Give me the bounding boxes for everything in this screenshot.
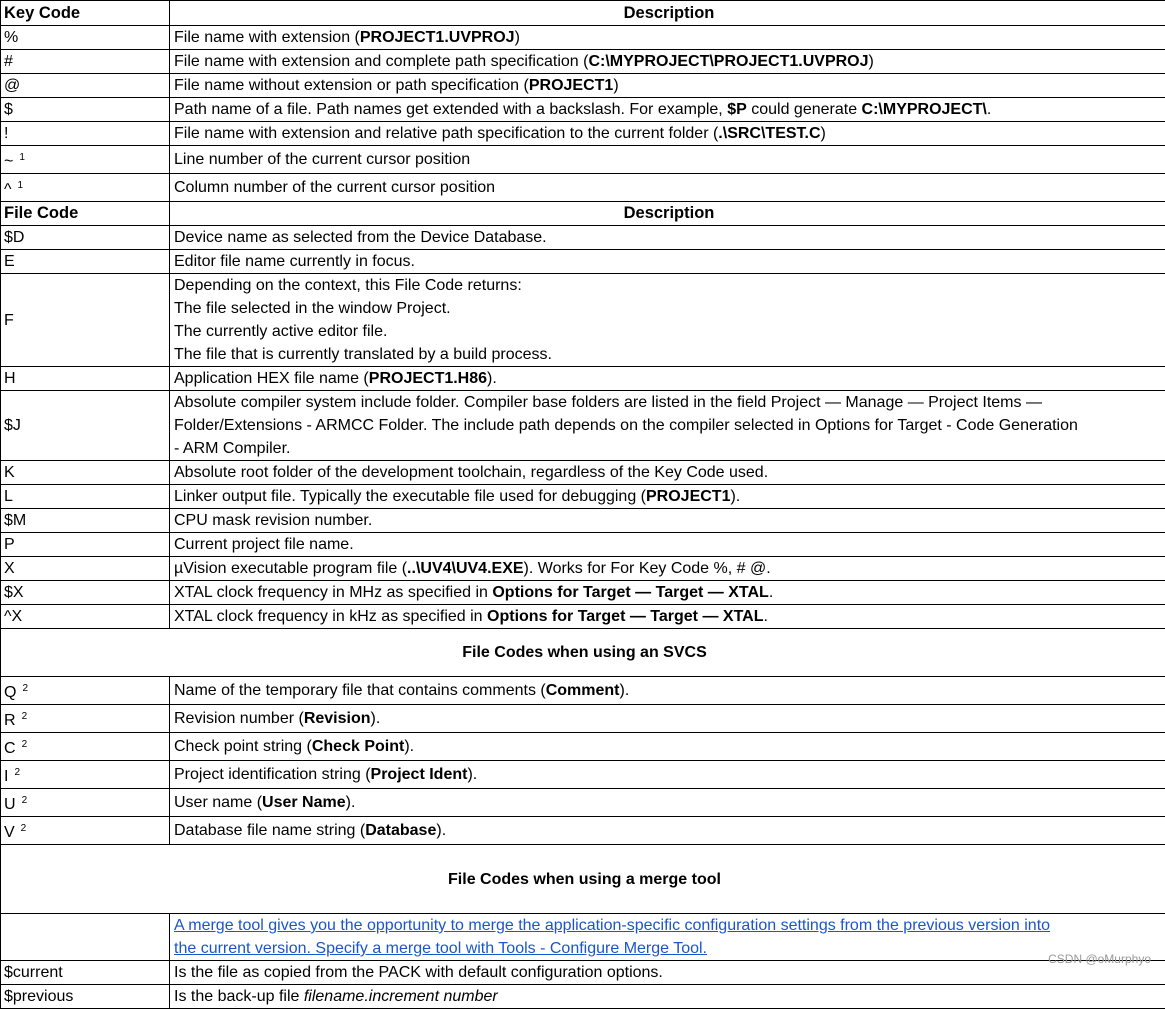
table-row <box>1 533 1165 557</box>
table-row <box>1 509 1165 533</box>
key-code-cell: ^ $^1$ <box>1 174 170 202</box>
table-row <box>1 605 1165 629</box>
file-code-cell: U $^2$ <box>1 789 170 817</box>
description-cell: User name (User Name). <box>170 789 1165 817</box>
table-row <box>1 985 1165 1009</box>
file-code-cell <box>1 914 170 961</box>
table-row <box>1 461 1165 485</box>
merge-section-row <box>1 845 1165 914</box>
table-row <box>1 74 1165 98</box>
description-cell: Absolute compiler system include folder. Compiler base folders are listed in the field Project — Manage — Project Items — Folder/Extensions - ARMCC Folder. The include path depends on the compiler selected in Options for Target - Code Generation - ARM Compiler. <box>170 391 1165 461</box>
file-code-cell: $J <box>1 391 170 461</box>
description-cell: Current project file name. <box>170 533 1165 557</box>
description-cell: Path name of a file. Path names get extended with a backslash. For example, $P could generate C:\MYPROJECT\. <box>170 98 1165 122</box>
file-code-cell: R $^2$ <box>1 705 170 733</box>
description-cell: Column number of the current cursor position <box>170 174 1165 202</box>
description-cell: Is the file as copied from the PACK with default configuration options. <box>170 961 1165 985</box>
file-code-cell: Q $^2$ <box>1 677 170 705</box>
description-cell: Editor file name currently in focus. <box>170 250 1165 274</box>
table-row <box>1 391 1165 461</box>
description-header: Description <box>170 202 1165 226</box>
key-code-cell: ! <box>1 122 170 146</box>
file-code-cell: E <box>1 250 170 274</box>
description-cell: File name with extension and complete path specification (C:\MYPROJECT\PROJECT1.UVPROJ) <box>170 50 1165 74</box>
table-row <box>1 485 1165 509</box>
file-code-cell: ^X <box>1 605 170 629</box>
description-cell: CPU mask revision number. <box>170 509 1165 533</box>
table-row <box>1 581 1165 605</box>
key-code-cell: ~ $^1$ <box>1 146 170 174</box>
watermark: CSDN @oMurphyo <box>1048 952 1151 966</box>
table-row <box>1 174 1165 202</box>
file-code-cell: $X <box>1 581 170 605</box>
svcs-section-row <box>1 629 1165 677</box>
table-row <box>1 226 1165 250</box>
description-cell: Project identification string (Project Ident). <box>170 761 1165 789</box>
table-row <box>1 817 1165 845</box>
table-row <box>1 789 1165 817</box>
file-code-header: File Code <box>1 202 170 226</box>
file-code-cell: P <box>1 533 170 557</box>
key-code-cell: # <box>1 50 170 74</box>
description-cell: Is the back-up file filename.increment number <box>170 985 1165 1009</box>
file-code-cell: F <box>1 274 170 367</box>
description-cell: µVision executable program file (..\UV4\UV4.EXE). Works for For Key Code %, # @. <box>170 557 1165 581</box>
table-row <box>1 122 1165 146</box>
merge-section-title: File Codes when using a merge tool <box>1 845 1165 914</box>
table-row <box>1 146 1165 174</box>
description-cell: Database file name string (Database). <box>170 817 1165 845</box>
file-code-cell: $previous <box>1 985 170 1009</box>
file-code-header-row <box>1 202 1165 226</box>
merge-tool-link[interactable]: A merge tool gives you the opportunity to merge the application-specific configuration settings from the previous version into the current version. Specify a merge tool with Tools - Configure Merge Tool. <box>170 914 1165 961</box>
table-row <box>1 50 1165 74</box>
file-code-cell: $M <box>1 509 170 533</box>
table-row <box>1 26 1165 50</box>
key-code-header: Key Code <box>1 1 170 26</box>
file-code-cell: I $^2$ <box>1 761 170 789</box>
key-code-cell: $ <box>1 98 170 122</box>
file-code-cell: H <box>1 367 170 391</box>
table-row <box>1 761 1165 789</box>
file-code-cell: K <box>1 461 170 485</box>
file-code-cell: $current <box>1 961 170 985</box>
table-row <box>1 98 1165 122</box>
description-cell: Linker output file. Typically the executable file used for debugging (PROJECT1). <box>170 485 1165 509</box>
file-code-cell: $D <box>1 226 170 250</box>
table-row <box>1 677 1165 705</box>
table-row <box>1 274 1165 367</box>
file-code-cell: C $^2$ <box>1 733 170 761</box>
key-code-cell: % <box>1 26 170 50</box>
description-cell: Revision number (Revision). <box>170 705 1165 733</box>
description-cell: Name of the temporary file that contains comments (Comment). <box>170 677 1165 705</box>
svcs-section-title: File Codes when using an SVCS <box>1 629 1165 677</box>
file-code-cell: V $^2$ <box>1 817 170 845</box>
table-row <box>1 557 1165 581</box>
table-row <box>1 961 1165 985</box>
description-cell: Depending on the context, this File Code returns: The file selected in the window Project. The currently active editor file. The file that is currently translated by a build process. <box>170 274 1165 367</box>
description-header: Description <box>170 1 1165 26</box>
description-cell: XTAL clock frequency in kHz as specified in Options for Target — Target — XTAL. <box>170 605 1165 629</box>
table-row <box>1 367 1165 391</box>
description-cell: File name with extension and relative path specification to the current folder (.\SRC\TEST.C) <box>170 122 1165 146</box>
description-cell: File name without extension or path specification (PROJECT1) <box>170 74 1165 98</box>
key-code-cell: @ <box>1 74 170 98</box>
file-code-cell: X <box>1 557 170 581</box>
description-cell: Absolute root folder of the development toolchain, regardless of the Key Code used. <box>170 461 1165 485</box>
description-cell: XTAL clock frequency in MHz as specified in Options for Target — Target — XTAL. <box>170 581 1165 605</box>
table-row <box>1 914 1165 961</box>
table-row <box>1 705 1165 733</box>
description-cell: Check point string (Check Point). <box>170 733 1165 761</box>
description-cell: File name with extension (PROJECT1.UVPROJ) <box>170 26 1165 50</box>
description-cell: Application HEX file name (PROJECT1.H86). <box>170 367 1165 391</box>
file-code-cell: L <box>1 485 170 509</box>
description-cell: Device name as selected from the Device Database. <box>170 226 1165 250</box>
description-cell: Line number of the current cursor position <box>170 146 1165 174</box>
table-row <box>1 733 1165 761</box>
table-row <box>1 250 1165 274</box>
key-code-header-row <box>1 1 1165 26</box>
